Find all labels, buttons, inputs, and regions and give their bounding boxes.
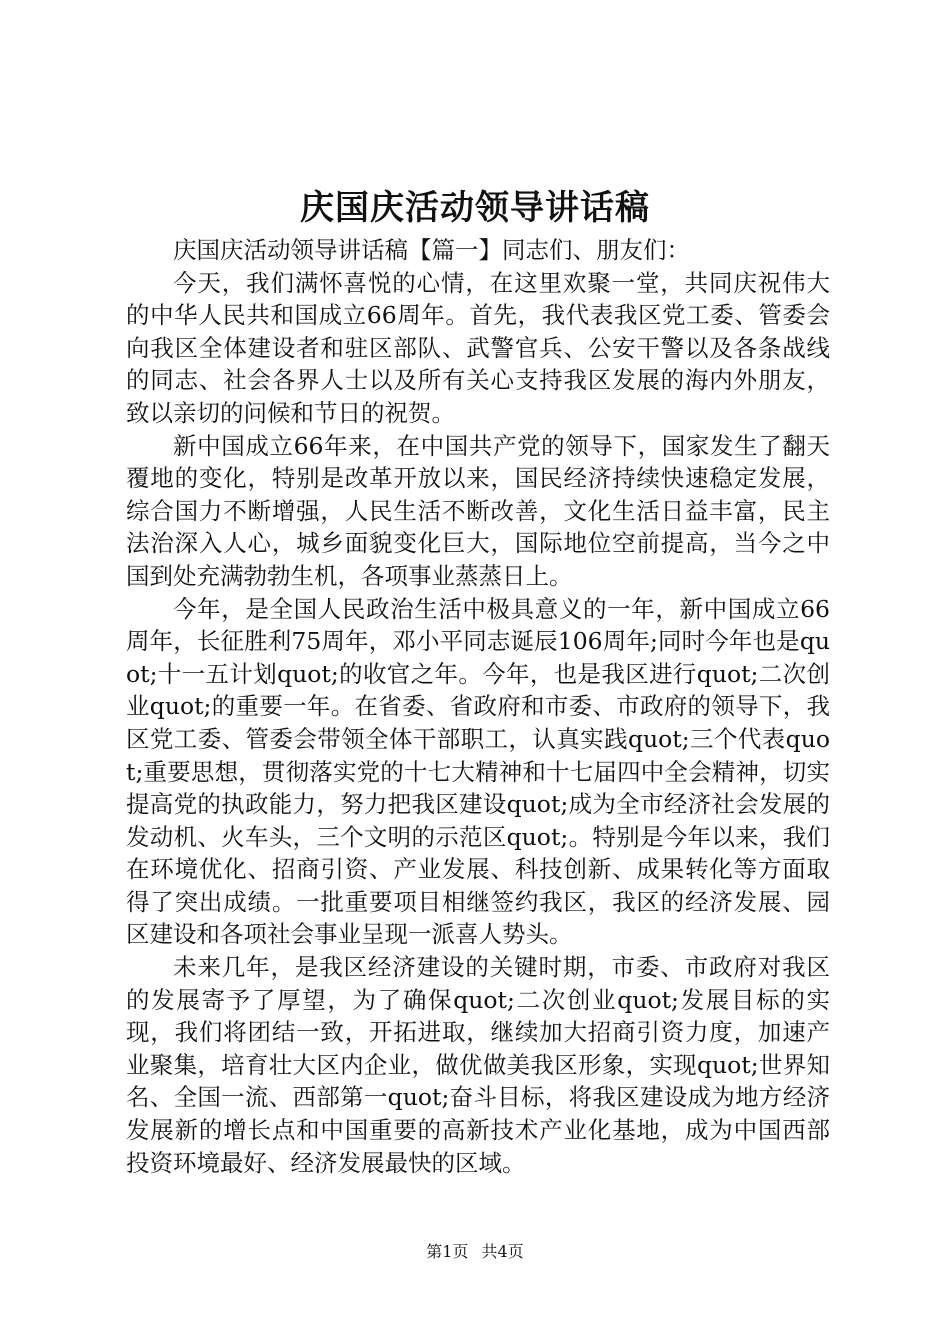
page-footer (0, 1240, 950, 1264)
page-total: 共4页 (481, 1242, 524, 1261)
document-body (126, 234, 830, 1179)
paragraph: 未来几年，是我区经济建设的关键时期，市委、市政府对我区的发展寄予了厚望，为了确保quot;二次创业quot;发展目标的实现，我们将团结一致，开拓进取，继续加大招商引资力度，加速产业聚集，培育壮大区内企业，做优做美我区形象，实现quot;世界知名、全国一流、西部第一quot;奋斗目标，将我区建设成为地方经济发展新的增长点和中国重要的高新技术产业化基地，成为中国西部投资环境最好、经济发展最快的区域。 (126, 953, 830, 1177)
page-number: 第1页 (426, 1242, 469, 1261)
paragraph: 今年，是全国人民政治生活中极具意义的一年，新中国成立66周年，长征胜利75周年，邓小平同志诞辰106周年;同时今年也是quot;十一五计划quot;的收官之年。今年，也是我区进行quot;二次创业quot;的重要一年。在省委、省政府和市委、市政府的领导下，我区党工委、管委会带领全体干部职工，认真实践quot;三个代表quot;重要思想，贯彻落实党的十七大精神和十七届四中全会精神，切实提高党的执政能力，努力把我区建设quot;成为全市经济社会发展的发动机、火车头，三个文明的示范区quot;。特别是今年以来，我们在环境优化、招商引资、产业发展、科技创新、成果转化等方面取得了突出成绩。一批重要项目相继签约我区，我区的经济发展、园区建设和各项社会事业呈现一派喜人势头。 (126, 594, 830, 949)
paragraph-greeting: 庆国庆活动领导讲话稿【篇一】同志们、朋友们： (173, 236, 690, 264)
document-title: 庆国庆活动领导讲话稿 (300, 188, 650, 228)
paragraph: 新中国成立66年来，在中国共产党的领导下，国家发生了翻天覆地的变化，特别是改革开放以来，国民经济持续快速稳定发展，综合国力不断增强，人民生活不断改善，文化生活日益丰富，民主法治深入人心，城乡面貌变化巨大，国际地位空前提高，当今之中国到处充满勃勃生机，各项事业蒸蒸日上。 (126, 431, 830, 590)
paragraph: 今天，我们满怀喜悦的心情，在这里欢聚一堂，共同庆祝伟大的中华人民共和国成立66周年。首先，我代表我区党工委、管委会向我区全体建设者和驻区部队、武警官兵、公安干警以及各条战线的同志、社会各界人士以及所有关心支持我区发展的海内外朋友，致以亲切的问候和节日的祝贺。 (126, 268, 830, 427)
